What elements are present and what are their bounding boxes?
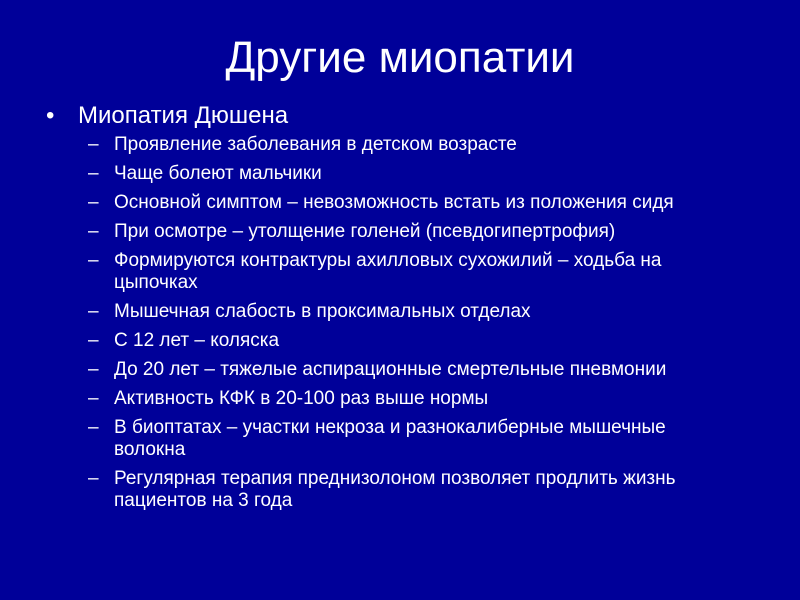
sub-bullet-text: Мышечная слабость в проксимальных отделах [114, 301, 531, 322]
dash-icon: – [88, 388, 99, 409]
main-bullet-text: Миопатия Дюшена [78, 102, 289, 129]
sub-bullet-item [88, 330, 742, 352]
slide-content [42, 101, 742, 519]
dash-icon: – [88, 301, 99, 322]
sub-bullet-text: Чаще болеют мальчики [114, 163, 322, 184]
sub-bullet-text: При осмотре – утолщение голеней (псевдогипертрофия) [114, 221, 616, 242]
bullet-icon: • [46, 102, 55, 129]
sub-bullet-text: В биоптатах – участки некроза и разнокалиберные мышечные волокна [114, 417, 666, 460]
sub-bullet-item [88, 192, 742, 214]
dash-icon: – [88, 330, 99, 351]
sub-bullet-text: Проявление заболевания в детском возрасте [114, 134, 517, 155]
sub-bullet-text: С 12 лет – коляска [114, 330, 280, 351]
sub-bullet-text: Формируются контрактуры ахилловых сухожилий – ходьба на цыпочках [114, 250, 662, 293]
dash-icon: – [88, 250, 99, 271]
dash-icon: – [88, 134, 99, 155]
sub-bullet-text: Активность КФК в 20-100 раз выше нормы [114, 388, 489, 409]
dash-icon: – [88, 221, 99, 242]
dash-icon: – [88, 417, 99, 438]
sub-bullet-item [88, 301, 742, 323]
dash-icon: – [88, 192, 99, 213]
sub-bullet-list [42, 134, 742, 512]
slide-title: Другие миопатии [225, 33, 575, 82]
sub-bullet-item [88, 388, 742, 410]
main-bullet-item [42, 101, 742, 131]
sub-bullet-item [88, 417, 742, 461]
sub-bullet-text: До 20 лет – тяжелые аспирационные смертельные пневмонии [114, 359, 667, 380]
sub-bullet-item [88, 359, 742, 381]
sub-bullet-item [88, 221, 742, 243]
sub-bullet-item [88, 134, 742, 156]
dash-icon: – [88, 359, 99, 380]
sub-bullet-text: Регулярная терапия преднизолоном позволяет продлить жизнь пациентов на 3 года [114, 468, 676, 511]
dash-icon: – [88, 468, 99, 489]
sub-bullet-text: Основной симптом – невозможность встать из положения сидя [114, 192, 674, 213]
sub-bullet-item [88, 250, 742, 294]
dash-icon: – [88, 163, 99, 184]
sub-bullet-item [88, 468, 742, 512]
sub-bullet-item [88, 163, 742, 185]
